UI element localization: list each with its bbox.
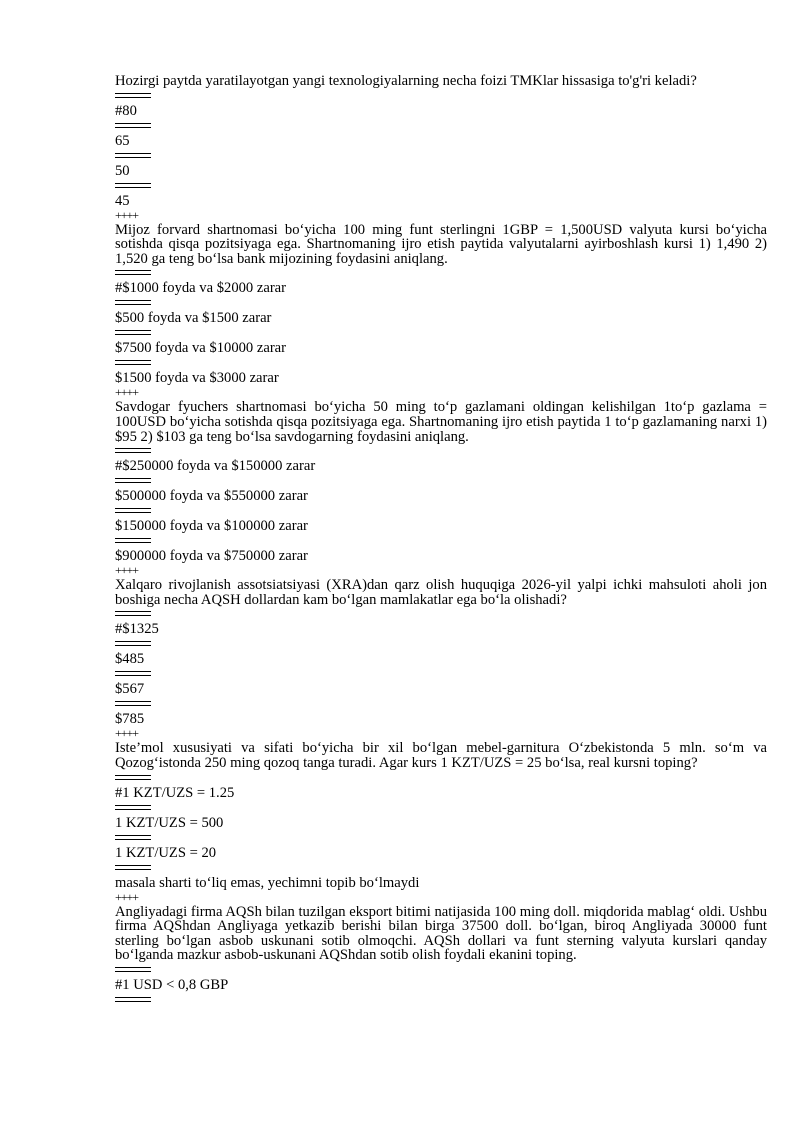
separator-equals (115, 326, 767, 340)
answer-option: 1 KZT/UZS = 20 (115, 844, 217, 861)
answer-option: $900000 foyda va $750000 zarar (115, 548, 308, 565)
separator-equals (115, 149, 767, 163)
separator-equals (115, 801, 767, 815)
answer-option: 50 (115, 162, 130, 179)
separator-equals (115, 637, 767, 651)
separator-plus: ++++ (115, 207, 139, 222)
answer-option: $485 (115, 651, 145, 668)
answer-option: $150000 foyda va $100000 zarar (115, 518, 308, 535)
separator-equals (115, 356, 767, 370)
answer-option: #$1000 foyda va $2000 zarar (115, 280, 287, 297)
answer-option: masala sharti to‘liq emas, yechimni topib bo‘lmaydi (115, 874, 420, 891)
answer-option: #1 USD < 0,8 GBP (115, 976, 229, 993)
question-text: Savdogar fyuchers shartnomasi bo‘yicha 50 ming to‘p gazlamani oldingan kelishilgan 1to‘p gazlama = 100USD bo‘yicha sotishda qisqa pozitsiyaga ega. Shartnomaning ijro etish paytida 1 to‘p gazlamaning narxi 1) $95 2) $103 ga teng bo‘lsa savdogarning foydasini aniqlang. (115, 399, 767, 445)
separator-plus: ++++ (115, 563, 139, 578)
separator-equals (115, 534, 767, 548)
answer-option: #$1325 (115, 621, 159, 638)
separator-equals (115, 993, 767, 1007)
question-text: Angliyadagi firma AQSh bilan tuzilgan eksport bitimi natijasida 100 ming doll. miqdorida mablag‘ oldi. Ushbu firma AQShdan Angliyaga yetkazib berishi bilan birga 37500 doll. bo‘lgan, biroq Angliyada 30000 funt sterling bo‘lgan asbob uskunani sotib olmoqchi. AQSh dollari va funt sterning valyuta kurslari qanday bo‘lganda mazkur asbob-uskunani AQShdan sotib olish foydali ekanini toping. (115, 903, 767, 964)
answer-option: 65 (115, 132, 130, 149)
test-questions (115, 74, 767, 1007)
separator-equals (115, 266, 767, 280)
separator-equals (115, 119, 767, 133)
question-text: Iste’mol xususiyati va sifati bo‘yicha bir xil bo‘lgan mebel-garnitura O‘zbekistonda 5 mln. so‘m va Qozog‘istonda 250 ming qozoq tanga turadi. Agar kurs 1 KZT/UZS = 25 bo‘lsa, real kursni toping? (115, 740, 767, 771)
answer-option: #80 (115, 102, 137, 119)
separator-equals (115, 296, 767, 310)
separator-equals (115, 831, 767, 845)
separator-equals (115, 474, 767, 488)
answer-option: $500000 foyda va $550000 zarar (115, 488, 308, 505)
answer-option: $1500 foyda va $3000 zarar (115, 370, 279, 387)
answer-option: 1 KZT/UZS = 500 (115, 814, 224, 831)
separator-equals (115, 444, 767, 458)
separator-equals (115, 771, 767, 785)
separator-equals (115, 667, 767, 681)
separator-equals (115, 607, 767, 621)
answer-option: $785 (115, 711, 145, 728)
answer-option: #$250000 foyda va $150000 zarar (115, 458, 316, 475)
separator-equals (115, 504, 767, 518)
separator-equals (115, 89, 767, 103)
separator-plus: ++++ (115, 385, 139, 400)
answer-option: $567 (115, 681, 145, 698)
separator-equals (115, 861, 767, 875)
answer-option: #1 KZT/UZS = 1.25 (115, 784, 235, 801)
separator-equals (115, 963, 767, 977)
answer-option: $500 foyda va $1500 zarar (115, 310, 272, 327)
question-text: Mijoz forvard shartnomasi bo‘yicha 100 ming funt sterlingni 1GBP = 1,500USD valyuta kursi bo‘yicha sotishda qisqa pozitsiyaga ega. Shartnomaning ijro etish paytida valyutalarni ayirboshlash kursi 1) 1,490 2) 1,520 ga teng bo‘lsa bank mijozining foydasini aniqlang. (115, 221, 767, 267)
question-text: Hozirgi paytda yaratilayotgan yangi texnologiyalarning necha foizi TMKlar hissasiga to'g'ri keladi? (115, 73, 697, 89)
separator-plus: ++++ (115, 726, 139, 741)
separator-plus: ++++ (115, 889, 139, 904)
answer-option: $7500 foyda va $10000 zarar (115, 340, 287, 357)
answer-option: 45 (115, 192, 130, 209)
question-text: Xalqaro rivojlanish assotsiatsiyasi (XRA)dan qarz olish huquqiga 2026-yil yalpi ichki mahsuloti aholi jon boshiga necha AQSH dollardan kam bo‘lgan mamlakatlar ega bo‘la olishadi? (115, 577, 767, 608)
separator-equals (115, 179, 767, 193)
separator-equals (115, 697, 767, 711)
